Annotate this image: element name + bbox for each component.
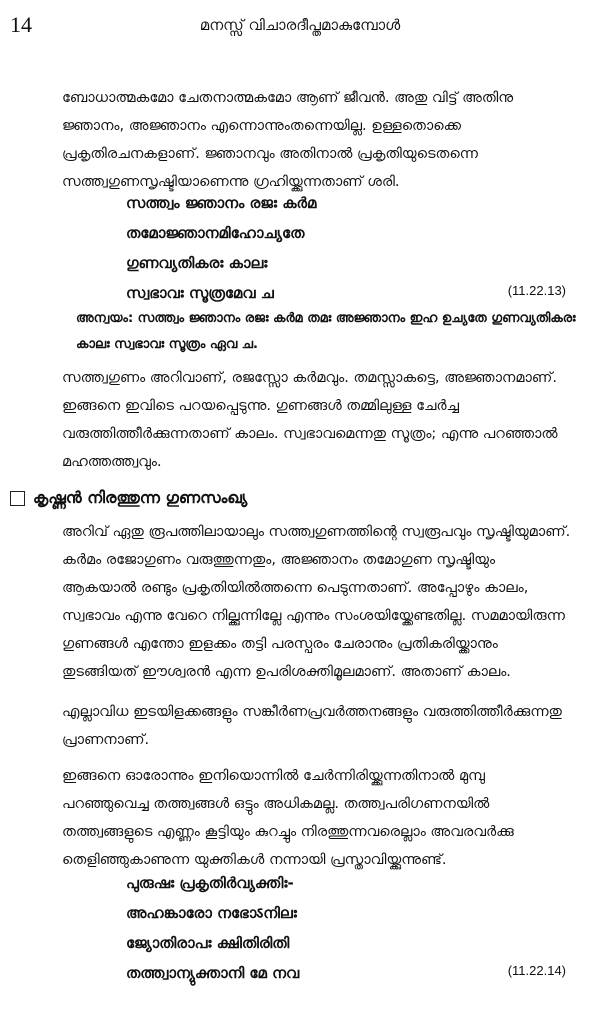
section-title: കൃഷ്ണൻ നിരത്തുന്ന ഗുണസംഖ്യ bbox=[33, 488, 248, 507]
verse-line: സ്വഭാവഃ സൂത്രമേവ ച bbox=[126, 284, 274, 302]
verse-line: ഗുണവ്യതികരഃ കാലഃ bbox=[126, 254, 268, 272]
verse-line: സത്ത്വം ജ്ഞാനം രജഃ കർമ bbox=[126, 194, 317, 212]
verse-11-22-13 bbox=[126, 188, 566, 308]
square-bullet-icon bbox=[10, 491, 25, 506]
paragraph-4: എല്ലാവിധ ഇടയിളക്കങ്ങളും സങ്കീർണപ്രവർത്തനങ്ങളും വരുത്തിത്തീർക്കുന്നതു പ്രാണനാണ്. bbox=[62, 704, 562, 748]
verse-line: ജ്യോതിരാപഃ ക്ഷിതിരിതി bbox=[126, 934, 290, 952]
paragraph-3: അറിവ് ഏതു രൂപത്തിലായാലും സത്ത്വഗുണത്തിന്റെ സ്വരൂപവും സൃഷ്ടിയുമാണ്. കർമം രജോഗുണം വരുത്തുന്നതും, അജ്ഞാനം തമോഗുണ സൃഷ്ടിയും ആകയാൽ രണ്ടും പ്രകൃതിയിൽത്തന്നെ പെടുന്നതാണ്. അപ്പോഴും കാലം, സ്വഭാവം എന്നു വേറെ നില്ക്കുന്നില്ലേ എന്നും സംശയിയ്ക്കേണ്ടതില്ല. സമമായിരുന്ന ഗുണങ്ങൾ എന്തോ ഇളക്കം തട്ടി പരസ്പരം ചേരാനും പ്രതികരിയ്ക്കാനും തുടങ്ങിയത് ഈശ്വരൻ എന്ന ഉപരിശക്തിമൂലമാണ്. അതാണ് കാലം. bbox=[62, 524, 571, 680]
running-title: മനസ്സ് വിചാരദീപ്തമാകുമ്പോൾ bbox=[199, 16, 401, 34]
paragraph-1: ബോധാത്മകമോ ചേതനാത്മകമോ ആണ് ജീവൻ. അതു വിട്ട് അതിനു ജ്ഞാനം, അജ്ഞാനം എന്നൊന്നുംതന്നെയില്ല. ഉള്ളതൊക്കെ പ്രകൃതിരചനകളാണ്. ജ്ഞാനവും അതിനാൽ പ്രകൃതിയുടെതന്നെ സത്ത്വഗുണസൃഷ്ടിയാണെന്നു ഗ്രഹിയ്ക്കുന്നതാണ് ശരി. bbox=[62, 90, 514, 190]
verse-line: തത്ത്വാന്യുക്താനി മേ നവ bbox=[126, 964, 300, 982]
verse-line: തമോജ്ഞാനമിഹോച്യതേ bbox=[126, 224, 305, 242]
verse-11-22-14 bbox=[126, 868, 566, 988]
paragraph-2: സത്ത്വഗുണം അറിവാണ്, രജസ്സോ കർമവും. തമസ്സാകട്ടെ, അജ്ഞാനമാണ്. ഇങ്ങനെ ഇവിടെ പറയപ്പെടുന്നു. ഗുണങ്ങൾ തമ്മിലുള്ള ചേർച്ച വരുത്തിത്തീർക്കുന്നതാണ് കാലം. സ്വഭാവമെന്നതു സൂത്രം; എന്നു പറഞ്ഞാൽ മഹത്തത്ത്വവും. bbox=[62, 370, 558, 470]
paragraph-5: ഇങ്ങനെ ഓരോന്നും ഇനിയൊന്നിൽ ചേർന്നിരിയ്ക്കുന്നതിനാൽ മുമ്പു പറഞ്ഞുവെച്ച തത്ത്വങ്ങൾ ഒട്ടും അധികമല്ല. തത്ത്വപരിഗണനയിൽ തത്ത്വങ്ങളുടെ എണ്ണം കൂട്ടിയും കുറച്ചും നിരത്തുന്നവരെല്ലാം അവരവർക്കു തെളിഞ്ഞുകാണുന്ന യുക്തികൾ നന്നായി പ്രസ്താവിയ്ക്കുന്നുണ്ട്. bbox=[62, 768, 514, 868]
verse-line: അഹങ്കാരോ നഭോऽനിലഃ bbox=[126, 904, 297, 922]
page-number: 14 bbox=[10, 12, 32, 37]
verse-line: പുരുഷഃ പ്രകൃതിർവ്യക്തിഃ- bbox=[126, 874, 294, 892]
verse-reference: (11.22.14) bbox=[507, 963, 566, 978]
section-heading bbox=[10, 488, 247, 508]
anvayam-text: അന്വയം: സത്ത്വം ജ്ഞാനം രജഃ കർമ തമഃ അജ്ഞാനം ഇഹ ഉച്യതേ ഗുണവ്യതികരഃ കാലഃ സ്വഭാവഃ സൂത്രം ഏവ ച. bbox=[76, 311, 576, 352]
verse-reference: (11.22.13) bbox=[507, 283, 566, 298]
